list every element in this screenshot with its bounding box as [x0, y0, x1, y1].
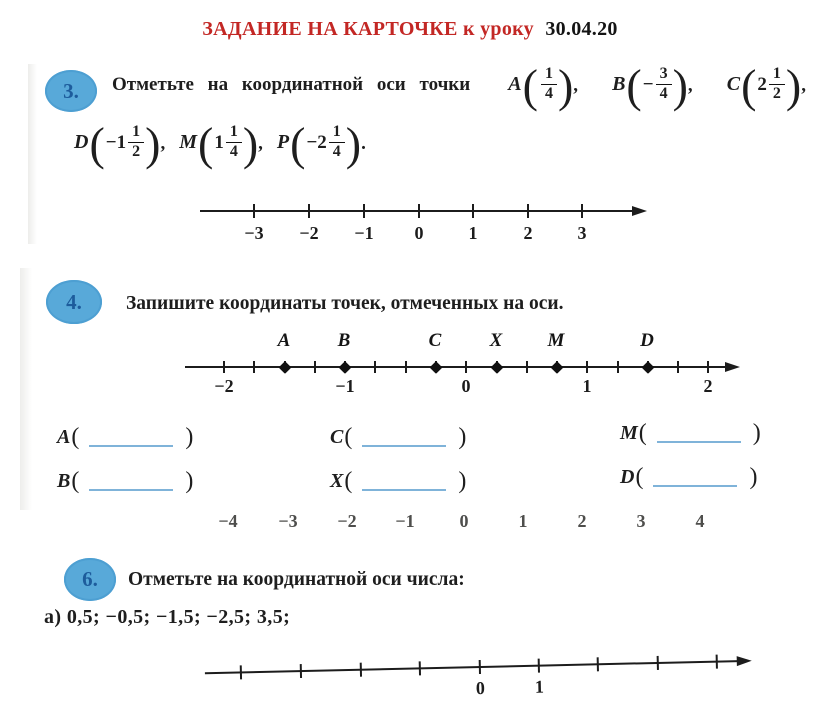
close-paren: ): [458, 424, 467, 450]
separator: ,: [687, 75, 693, 97]
tick: [597, 657, 599, 671]
point-lead: −: [642, 73, 654, 95]
tick-label: 0: [475, 677, 486, 699]
open-paren: (: [290, 117, 306, 170]
axis-arrow: [737, 656, 752, 666]
fraction-denominator: 4: [544, 85, 553, 103]
close-paren: ): [185, 424, 194, 450]
tick-label: −2: [299, 223, 319, 243]
tick: [716, 655, 718, 669]
point-lead: −1: [105, 131, 127, 153]
task6-number-badge: [64, 558, 116, 601]
blank-point-name: M: [620, 422, 638, 444]
point-expression-C: [726, 59, 806, 112]
tick-label: 0: [459, 511, 469, 531]
separator: ,: [801, 75, 806, 97]
point-marker-D: [642, 361, 655, 374]
point-expression-D: [74, 117, 166, 170]
point-marker-C: [430, 361, 443, 374]
point-name: P: [276, 131, 290, 154]
close-paren: ): [458, 468, 467, 494]
tick: [538, 659, 540, 673]
task6-number: 6.: [82, 567, 98, 591]
fraction: [769, 66, 785, 103]
point-name: M: [179, 131, 197, 154]
point-label: C: [428, 330, 442, 351]
tick: [657, 656, 659, 670]
tick: [223, 361, 225, 373]
tick-label: 2: [523, 223, 533, 243]
fraction-numerator: 1: [128, 124, 144, 143]
tick-label: 1: [468, 223, 478, 243]
close-paren: ): [145, 117, 161, 170]
tick-label: −3: [244, 223, 264, 243]
close-paren: ): [242, 117, 259, 170]
point-expression-M: [179, 117, 263, 170]
point-name: D: [74, 131, 89, 154]
axis-line: [200, 210, 634, 212]
fraction: [329, 124, 345, 161]
answer-blank-A: [57, 424, 193, 451]
blank-point-name: A: [57, 426, 71, 448]
point-name: A: [508, 73, 522, 96]
task3-number-line: [200, 202, 650, 250]
page-edge-shadow: [28, 64, 37, 244]
point-label: B: [337, 330, 351, 351]
tick-label: −2: [337, 511, 357, 531]
answer-blank-X: [330, 468, 466, 495]
point-marker-X: [491, 361, 504, 374]
point-marker-B: [339, 361, 352, 374]
tick-label: −4: [218, 511, 238, 531]
blank-point-name: B: [57, 470, 71, 492]
answer-line[interactable]: [89, 429, 173, 447]
tick: [472, 204, 474, 218]
fraction-numerator: 1: [329, 124, 345, 143]
open-paren: (: [626, 59, 642, 112]
open-paren: (: [522, 59, 538, 112]
tick-label: −2: [214, 376, 234, 396]
title-date: 30.04.20: [545, 18, 618, 40]
tick-label: 2: [703, 376, 713, 396]
cutoff-number-line: [200, 511, 720, 544]
task3-number-badge: [45, 70, 97, 112]
tick: [677, 361, 679, 373]
point-label: X: [489, 330, 503, 351]
tick-label: 1: [582, 376, 592, 396]
open-paren: (: [197, 117, 214, 170]
tick: [418, 204, 420, 218]
title-main: ЗАДАНИЕ НА КАРТОЧКЕ к уроку: [202, 18, 534, 40]
close-paren: ): [557, 59, 574, 112]
tick-label: 0: [414, 223, 424, 243]
tick: [374, 361, 376, 373]
close-paren: ): [672, 59, 688, 112]
fraction: [656, 66, 672, 103]
task3-text: Отметьте на координатной оси точки: [112, 73, 471, 95]
fraction: [541, 66, 557, 103]
tick: [308, 204, 310, 218]
point-lead: 2: [757, 73, 767, 95]
tick: [586, 361, 588, 373]
tick: [465, 361, 467, 373]
close-paren: ): [785, 59, 802, 112]
open-paren: (: [344, 424, 353, 450]
open-paren: (: [71, 424, 80, 450]
answer-blank-M: [620, 420, 761, 447]
point-name: C: [726, 73, 741, 96]
close-paren: ): [749, 464, 758, 490]
tick-label: −3: [278, 511, 298, 531]
answer-line[interactable]: [362, 429, 446, 447]
tick-label: 3: [636, 511, 646, 531]
open-paren: (: [635, 464, 644, 490]
answer-blank-B: [57, 468, 193, 495]
fraction-denominator: 4: [332, 143, 341, 161]
tick-label: 1: [518, 511, 528, 531]
open-paren: (: [89, 117, 105, 170]
blank-point-name: D: [620, 466, 635, 488]
close-paren: ): [345, 117, 362, 170]
fraction-numerator: 1: [769, 66, 785, 85]
tick: [419, 661, 421, 675]
open-paren: (: [71, 468, 80, 494]
page-edge-shadow: [20, 268, 32, 510]
point-label: D: [640, 330, 654, 351]
axis-arrow: [632, 206, 647, 216]
tick: [363, 204, 365, 218]
open-paren: (: [741, 59, 757, 112]
tick-label: 4: [695, 511, 705, 531]
answer-line[interactable]: [362, 473, 446, 491]
close-paren: ): [185, 468, 194, 494]
tick-label: 0: [461, 376, 471, 396]
point-marker-A: [279, 361, 292, 374]
tick-label: −1: [395, 511, 415, 531]
answer-line[interactable]: [89, 473, 173, 491]
open-paren: (: [344, 468, 353, 494]
fraction-denominator: 4: [229, 143, 238, 161]
tick: [253, 361, 255, 373]
fraction-denominator: 4: [659, 85, 668, 103]
tick: [360, 663, 362, 677]
tick-label: −1: [335, 376, 355, 396]
blank-point-name: C: [330, 426, 344, 448]
tick: [314, 361, 316, 373]
blank-point-name: X: [330, 470, 344, 492]
point-label: M: [547, 330, 565, 351]
fraction-denominator: 2: [132, 143, 141, 161]
tick-label: −1: [354, 223, 374, 243]
task3-statement-line2: [74, 117, 366, 170]
open-paren: (: [638, 420, 647, 446]
task6-text: Отметьте на координатной оси числа:: [128, 569, 465, 590]
point-expression-A: [508, 59, 579, 112]
point-lead: −2: [306, 131, 327, 153]
separator: ,: [160, 133, 166, 155]
answer-line[interactable]: [657, 425, 741, 443]
point-expression-P: [276, 117, 366, 170]
separator: ,: [573, 75, 579, 97]
point-expression-B: [612, 59, 693, 112]
fraction-numerator: 1: [226, 124, 242, 143]
task4-number-line: [185, 330, 745, 402]
answer-blank-C: [330, 424, 466, 451]
fraction-denominator: 2: [772, 85, 781, 103]
fraction-numerator: 1: [541, 66, 557, 85]
answer-blank-D: [620, 464, 757, 491]
tick: [479, 660, 481, 674]
fraction: [128, 124, 144, 161]
tick: [253, 204, 255, 218]
task3-number: 3.: [63, 78, 79, 103]
tick: [300, 664, 302, 678]
task6-number-line: [204, 642, 753, 706]
axis-arrow: [725, 362, 740, 372]
tick-label: 3: [577, 223, 587, 243]
tick: [707, 361, 709, 373]
fraction: [226, 124, 242, 161]
tick: [617, 361, 619, 373]
tick: [527, 204, 529, 218]
page-title: [0, 18, 820, 41]
tick: [405, 361, 407, 373]
answer-line[interactable]: [653, 469, 737, 487]
task4-number: 4.: [66, 289, 82, 314]
close-paren: ): [752, 420, 761, 446]
point-marker-M: [551, 361, 564, 374]
point-label: A: [277, 330, 291, 351]
task6-item-a: а) 0,5; −0,5; −1,5; −2,5; 3,5;: [44, 606, 291, 628]
fraction-numerator: 3: [656, 66, 672, 85]
tick-label: 1: [534, 676, 545, 697]
tick: [240, 665, 242, 679]
task4-text: Запишите координаты точек, отмеченных на оси.: [126, 293, 564, 314]
separator: .: [361, 133, 366, 155]
point-name: B: [612, 73, 626, 96]
task4-number-badge: [46, 280, 102, 324]
separator: ,: [258, 133, 263, 155]
task3-statement-line1: [112, 59, 806, 112]
tick: [581, 204, 583, 218]
tick: [526, 361, 528, 373]
point-lead: 1: [214, 131, 224, 153]
tick-label: 2: [577, 511, 587, 531]
